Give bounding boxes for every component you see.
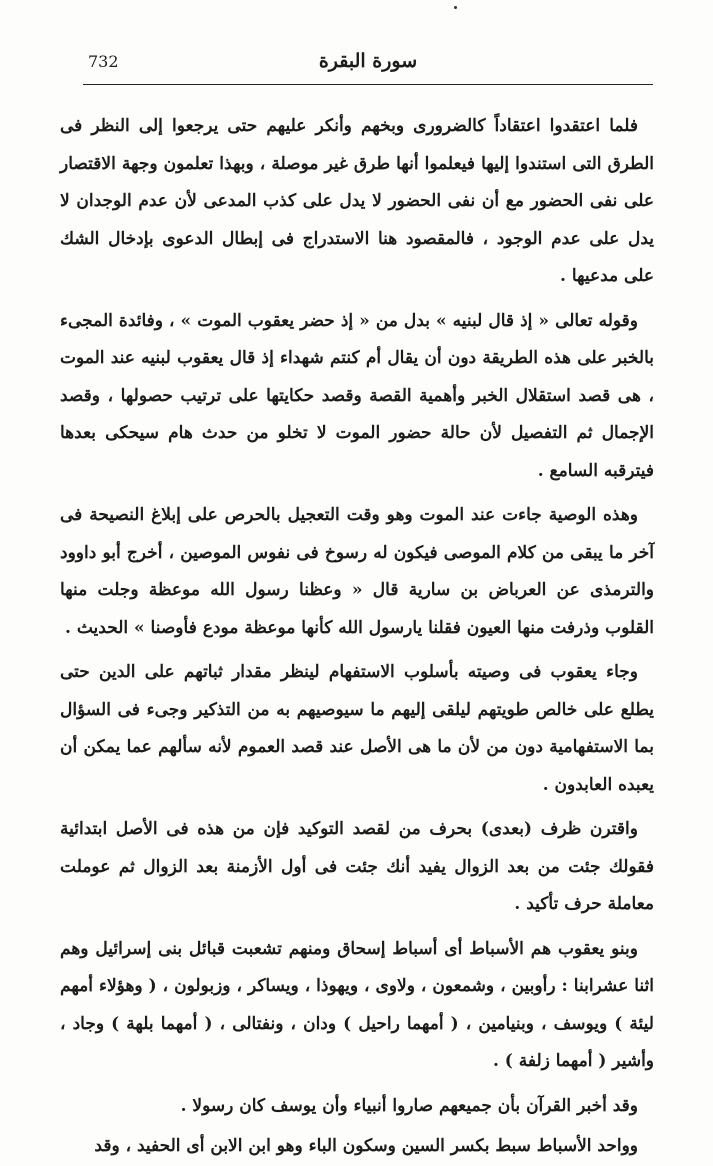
paragraph: فلما اعتقدوا اعتقاداً كالضرورى وبخهم وأنكر عليهم حتى يرجعوا إلى النظر فى الطرق التى استندوا إليها فيعلموا أنها طرق غير موصلة ، وبهذا تعلمون وجهة الاقتصار على نفى الحضور مع أن نفى الحضور لا يدل على كذب المدعى لأن عدم الوجدان لا يدل على عدم الوجود ، فالمقصود هنا الاستدراج فى إبطال الدعوى بإدخال الشك على مدعيها . (60, 116, 654, 286)
header-rule (83, 84, 653, 85)
paragraph: وقوله تعالى « إذ قال لبنيه » بدل من « إذ حضر يعقوب الموت » ، وفائدة المجىء بالخبر على هذه الطريقة دون أن يقال أم كنتم شهداء إذ قال يعقوب لبنيه عند الموت ، هى قصد استقلال الخبر وأهمية القصة وقصد حكايتها على ترتيب حصولها ، وقصد الإجمال ثم التفصيل لأن حالة حضور الموت لا تخلو من حدث هام سيحكى بعدها فيترقبه السامع . (60, 310, 654, 481)
paragraph: وهذه الوصية جاءت عند الموت وهو وقت التعجيل بالحرص على إبلاغ النصيحة فى آخر ما يبقى من كلام الموصى فيكون له رسوخ فى نفوس الموصين ، أخرج أبو داوود والترمذى عن العرباض بن سارية قال « وعظنا رسول الله موعظة وجلت منها القلوب وذرفت منها العيون فقلنا يارسول الله كأنها موعظة مودع فأوصنا » الحديث . (60, 505, 654, 638)
page-number: 732 (88, 52, 119, 71)
paragraph: وبنو يعقوب هم الأسباط أى أسباط إسحاق ومنهم تشعبت قبائل بنى إسرائيل وهم اثنا عشرابنا : رأوبين ، وشمعون ، ولاوى ، ويهوذا ، ويساكر ، وزبولون ، ( وهؤلاء أمهم ليئة ) ويوسف ، وبنيامين ، ( أمهما راحيل ) ودان ، ونفتالى ، ( أمهما بلهة ) وجاد ، وأشير ( أمهما زلفة ) . (60, 938, 654, 1071)
page-header (88, 50, 648, 80)
paragraph: وقد أخبر القرآن بأن جميعهم صاروا أنبياء وأن يوسف كان رسولا . (180, 1095, 638, 1116)
paragraph: وجاء يعقوب فى وصيته بأسلوب الاستفهام لينظر مقدار ثباتهم على الدين حتى يطلع على خالص طويتهم ليلقى إليهم ما سيوصيهم به من التذكير وجىء فى السؤال بما الاستفهامية دون من لأن ما هى الأصل عند قصد العموم لأنه سألهم عما يمكن أن يعبده العابدون . (60, 662, 654, 795)
paragraph: وواحد الأسباط سبط بكسر السين وسكون الباء وهو ابن الابن أى الحفيد ، وقد (94, 1136, 638, 1156)
page-mark-dot (454, 6, 457, 9)
running-title: سورة البقرة (318, 50, 418, 72)
paragraph: واقترن ظرف (بعدى) بحرف من لقصد التوكيد فإن من هذه فى الأصل ابتدائية فقولك جئت من بعد الزوال يفيد أنك جئت فى أول الأزمنة بعد الزوال ثم عوملت معاملة حرف تأكيد . (60, 819, 654, 914)
page-body (60, 108, 654, 1166)
